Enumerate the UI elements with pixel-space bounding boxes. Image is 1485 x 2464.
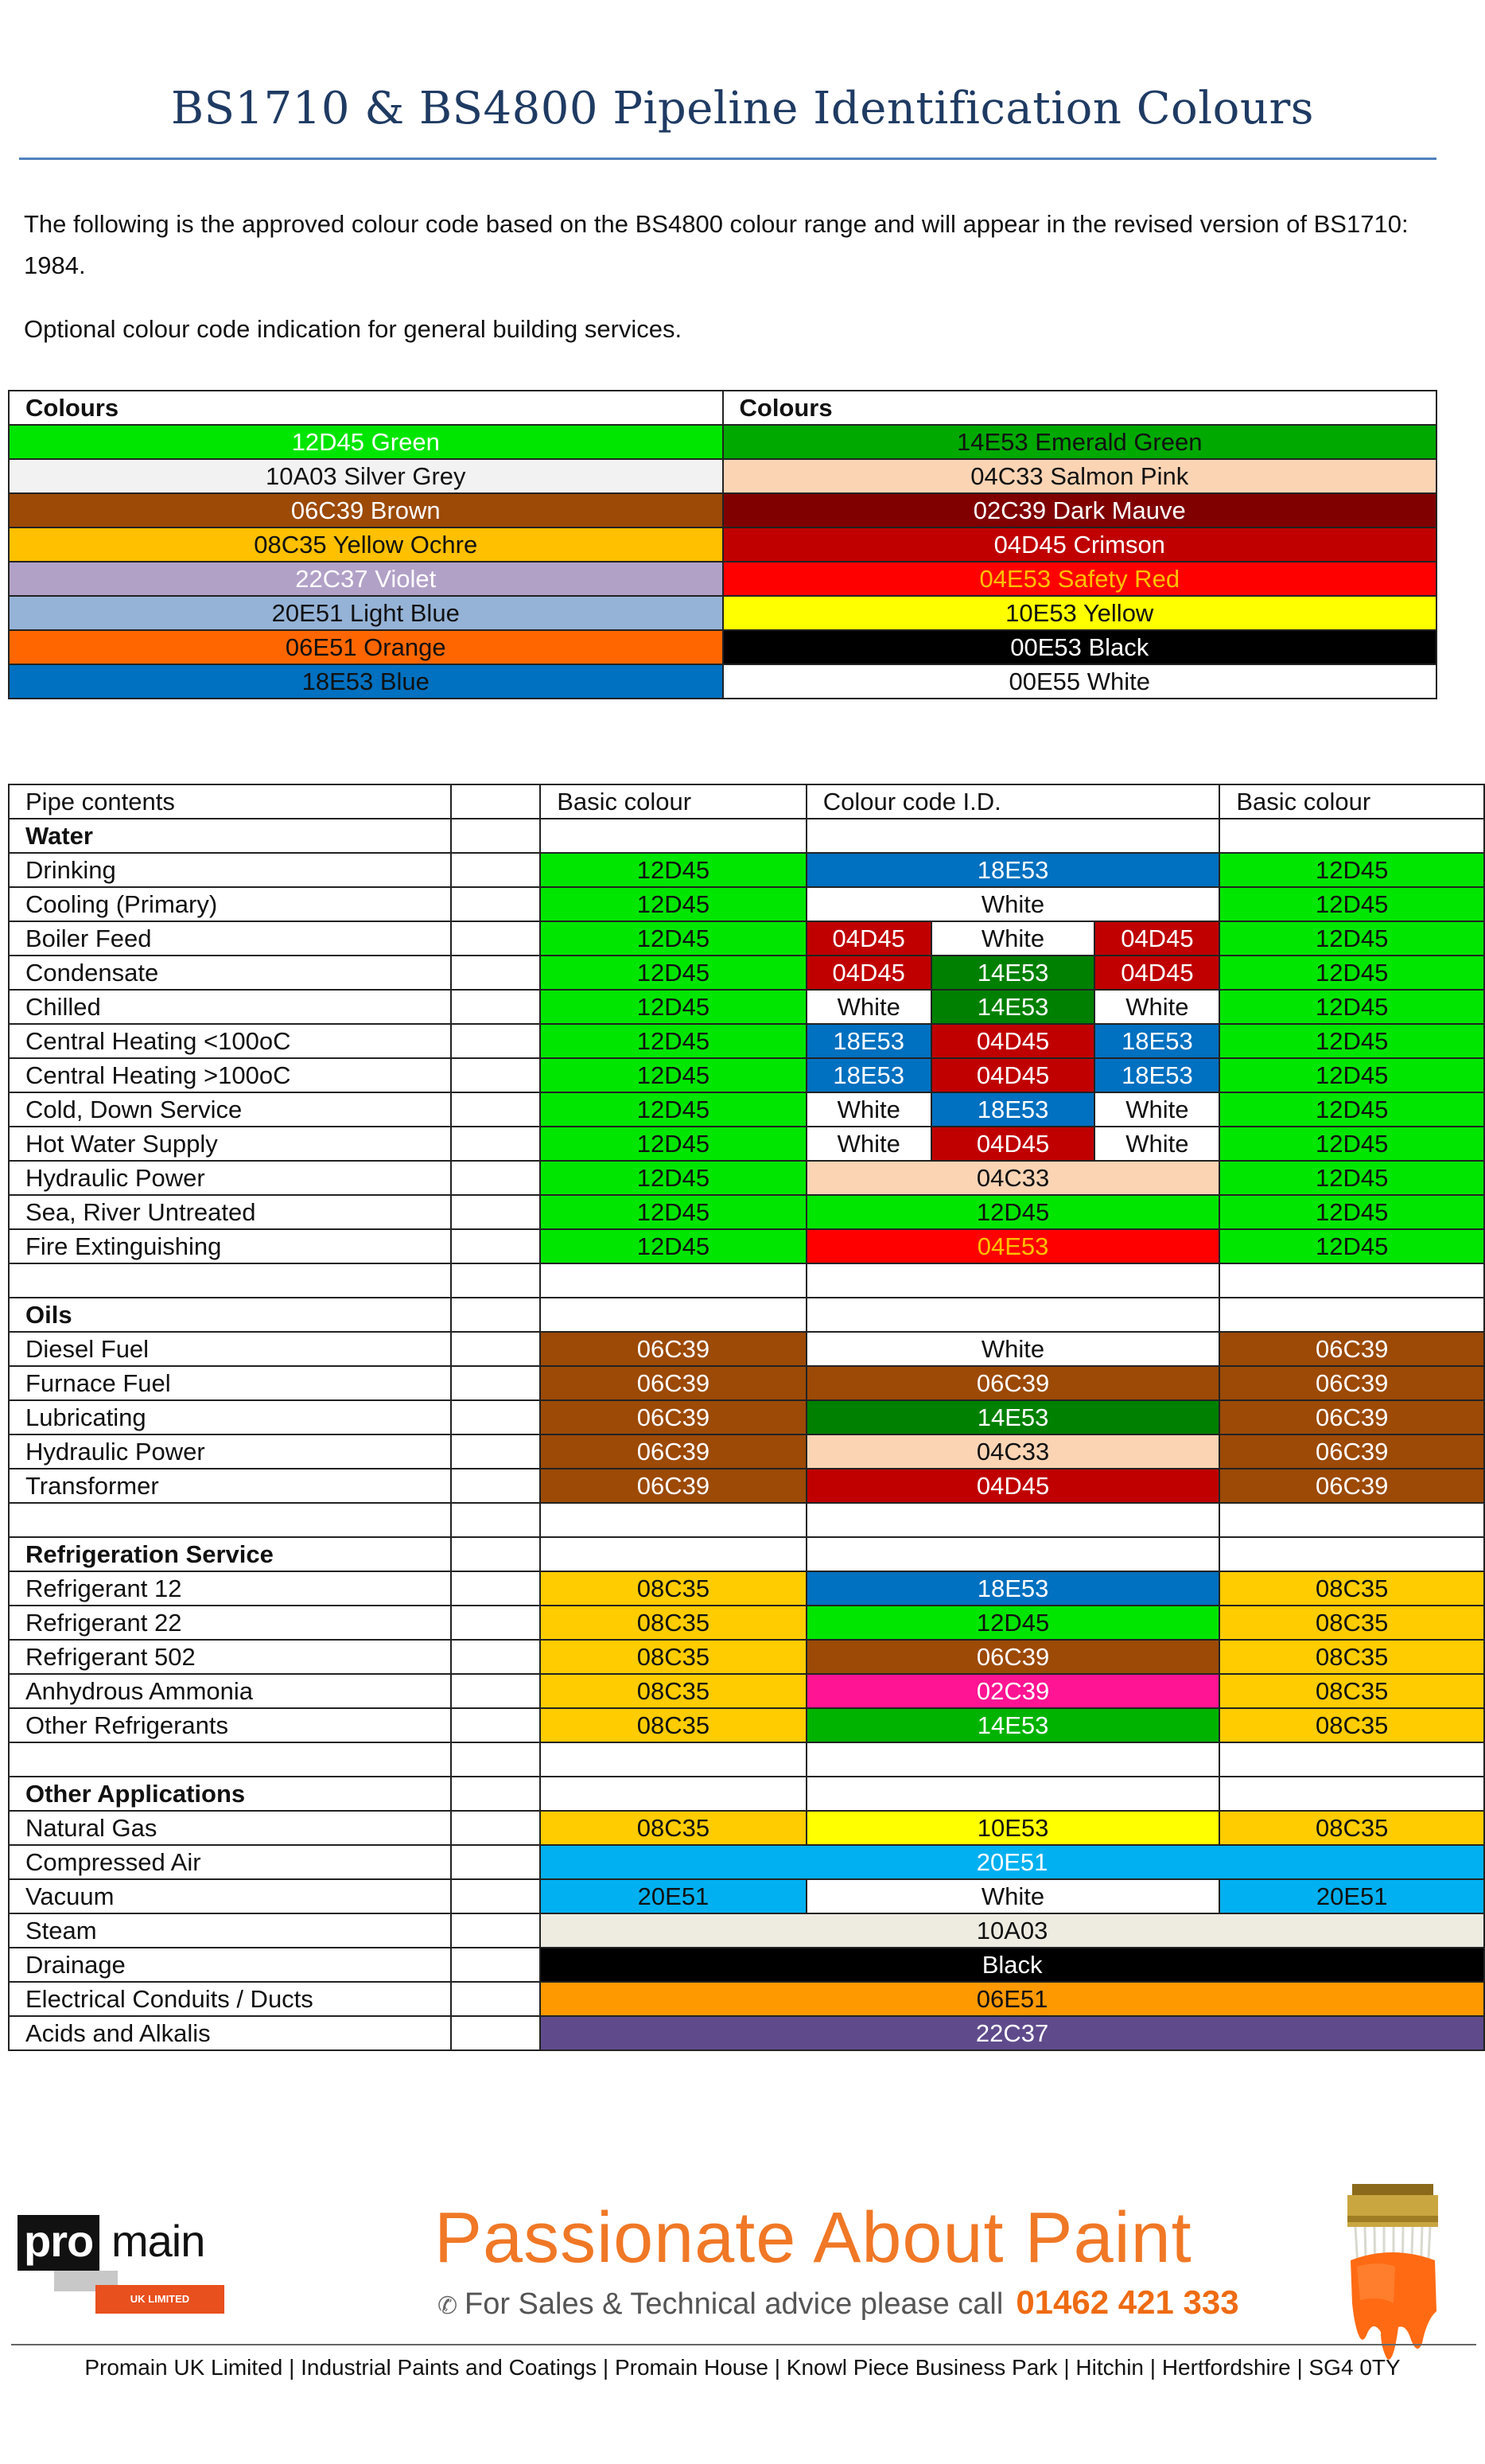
colour-code-band-a: 04D45 [807,921,931,956]
colour-swatch-right: 04C33 Salmon Pink [723,459,1437,493]
logo-pro-text: pro [17,2215,99,2271]
basic-colour-left: 12D45 [540,1058,807,1092]
empty-cell [9,1503,451,1537]
colour-swatch-left: 22C37 Violet [9,562,723,596]
pipe-contents-label: Drainage [9,1948,451,1982]
empty-cell [807,1777,1220,1811]
spacer-cell [451,1195,540,1229]
basic-colour-left: 08C35 [540,1674,807,1708]
colour-code-band: 04C33 [807,1434,1220,1469]
section-row [9,1298,1484,1332]
spacer-cell [451,1400,540,1434]
pipe-row [9,1879,1484,1913]
empty-cell [1219,1742,1484,1777]
pipe-contents-label: Central Heating >100oC [9,1058,451,1092]
pipe-contents-label: Boiler Feed [9,921,451,956]
section-title: Oils [9,1298,451,1332]
colour-code-band: 06C39 [807,1640,1220,1674]
spacer-cell [451,1161,540,1195]
basic-colour-right: 06C39 [1219,1332,1484,1366]
spacer-cell [451,1811,540,1845]
pipe-contents-label: Fire Extinguishing [9,1229,451,1263]
spacer-cell [451,1708,540,1742]
spacer-cell [451,1024,540,1058]
basic-colour-right: 08C35 [1219,1811,1484,1845]
basic-colour-right: 12D45 [1219,853,1484,887]
pipe-contents-label: Lubricating [9,1400,451,1434]
empty-cell [540,1503,807,1537]
spacer-cell [451,853,540,887]
pipe-contents-label: Condensate [9,956,451,990]
sales-advice [437,2283,1239,2322]
spacer-cell [451,1434,540,1469]
section-row [9,1777,1484,1811]
logo-uk-limited: UK LIMITED [95,2285,224,2314]
basic-colour-right: 08C35 [1219,1571,1484,1606]
section-row [9,819,1484,853]
spacer-cell [451,1092,540,1127]
colour-swatch-right: 00E55 White [723,664,1437,699]
colours-header-left: Colours [9,391,723,425]
colour-swatch-row [9,425,1436,459]
basic-colour-right: 12D45 [1219,1127,1484,1161]
full-colour-band: 10A03 [540,1913,1484,1948]
pipe-contents-label: Hot Water Supply [9,1127,451,1161]
colour-code-band-b: 18E53 [931,1092,1095,1127]
spacer-cell [451,1640,540,1674]
basic-colour-left: 12D45 [540,1024,807,1058]
pipe-row [9,1640,1484,1674]
basic-colour-right: 06C39 [1219,1366,1484,1400]
colour-code-band-b: 04D45 [931,1024,1095,1058]
pipe-row [9,1982,1484,2016]
pipe-contents-label: Cold, Down Service [9,1092,451,1127]
colour-swatch-row [9,493,1436,527]
pipe-contents-label: Diesel Fuel [9,1332,451,1366]
pipe-row [9,1092,1484,1127]
basic-colour-left: 08C35 [540,1708,807,1742]
header-basic-colour-right: Basic colour [1219,784,1484,819]
colour-swatch-left: 12D45 Green [9,425,723,459]
colour-code-band-a: 18E53 [807,1024,931,1058]
spacer-cell [451,1263,540,1298]
blank-row [9,1742,1484,1777]
pipe-contents-label: Hydraulic Power [9,1434,451,1469]
pipe-row [9,921,1484,956]
pipe-contents-label: Cooling (Primary) [9,887,451,921]
empty-cell [540,819,807,853]
colour-code-band-a: 04D45 [807,956,931,990]
empty-cell [540,1742,807,1777]
spacer-cell [451,1742,540,1777]
spacer-cell [451,956,540,990]
spacer-cell [451,1058,540,1092]
pipe-contents-label: Transformer [9,1469,451,1503]
empty-cell [807,1298,1220,1332]
colour-swatch-row [9,459,1436,493]
colour-code-band: 18E53 [807,1571,1220,1606]
basic-colour-right: 12D45 [1219,887,1484,921]
basic-colour-right: 12D45 [1219,956,1484,990]
colour-code-band-c: White [1094,1092,1219,1127]
colour-swatch-right: 04E53 Safety Red [723,562,1437,596]
pipe-contents-label: Hydraulic Power [9,1161,451,1195]
spacer-cell [451,887,540,921]
colour-code-band-b: 04D45 [931,1058,1095,1092]
empty-cell [9,1742,451,1777]
colour-swatch-right: 04D45 Crimson [723,527,1437,562]
colour-swatch-left: 06C39 Brown [9,493,723,527]
empty-cell [540,1537,807,1571]
basic-colour-left: 06C39 [540,1469,807,1503]
basic-colour-right: 12D45 [1219,1195,1484,1229]
spacer-cell [451,1571,540,1606]
spacer-cell [451,1366,540,1400]
colour-swatch-right: 14E53 Emerald Green [723,425,1437,459]
pipe-contents-label: Acids and Alkalis [9,2016,451,2050]
footer-divider [11,2344,1476,2345]
pipe-row [9,1811,1484,1845]
basic-colour-right: 12D45 [1219,1058,1484,1092]
pipe-contents-label: Compressed Air [9,1845,451,1879]
basic-colour-left: 06C39 [540,1434,807,1469]
pipe-row [9,1058,1484,1092]
pipe-row [9,1229,1484,1263]
colour-code-band-c: 04D45 [1094,921,1219,956]
basic-colour-left: 06C39 [540,1332,807,1366]
spacer-cell [451,1674,540,1708]
basic-colour-left: 12D45 [540,1161,807,1195]
pipe-row [9,853,1484,887]
colour-code-band: White [807,1332,1220,1366]
colour-code-band-c: 04D45 [1094,956,1219,990]
basic-colour-right: 12D45 [1219,1229,1484,1263]
colour-code-band: 12D45 [807,1195,1220,1229]
basic-colour-right: 20E51 [1219,1879,1484,1913]
pipe-row [9,1674,1484,1708]
basic-colour-left: 12D45 [540,1127,807,1161]
spacer-cell [451,819,540,853]
colour-swatch-row [9,562,1436,596]
pipe-row [9,1024,1484,1058]
slogan: Passionate About Paint [434,2198,1192,2278]
empty-cell [1219,1503,1484,1537]
basic-colour-right: 12D45 [1219,1024,1484,1058]
basic-colour-left: 20E51 [540,1879,807,1913]
pipe-colour-table [8,784,1485,2051]
colour-code-band: 18E53 [807,853,1220,887]
basic-colour-left: 06C39 [540,1400,807,1434]
spacer-cell [451,1982,540,2016]
spacer-cell [451,1606,540,1640]
colour-swatch-right: 02C39 Dark Mauve [723,493,1437,527]
pipe-contents-label: Steam [9,1913,451,1948]
basic-colour-left: 12D45 [540,887,807,921]
basic-colour-right: 06C39 [1219,1469,1484,1503]
spacer-cell [451,990,540,1024]
basic-colour-left: 12D45 [540,921,807,956]
pipe-contents-label: Drinking [9,853,451,887]
pipe-header-row [9,784,1484,819]
basic-colour-right: 08C35 [1219,1606,1484,1640]
colour-code-band: 10E53 [807,1811,1220,1845]
empty-cell [1219,1263,1484,1298]
colour-swatch-row [9,596,1436,630]
pipe-contents-label: Chilled [9,990,451,1024]
colour-code-band-c: 18E53 [1094,1024,1219,1058]
section-title: Refrigeration Service [9,1537,451,1571]
empty-cell [540,1777,807,1811]
colours-header-row [9,391,1436,425]
basic-colour-left: 06C39 [540,1366,807,1400]
pipe-row [9,1708,1484,1742]
header-colour-code: Colour code I.D. [807,784,1220,819]
colour-code-band-a: 18E53 [807,1058,931,1092]
colour-code-band: 14E53 [807,1400,1220,1434]
section-title: Other Applications [9,1777,451,1811]
basic-colour-right: 08C35 [1219,1674,1484,1708]
basic-colour-right: 08C35 [1219,1708,1484,1742]
colour-code-band: 06C39 [807,1366,1220,1400]
colour-code-band: 12D45 [807,1606,1220,1640]
spacer-cell [451,1913,540,1948]
phone-number: 01462 421 333 [1016,2283,1239,2321]
colours-header-right: Colours [723,391,1437,425]
empty-cell [540,1263,807,1298]
colour-swatch-left: 08C35 Yellow Ochre [9,527,723,562]
basic-colour-left: 12D45 [540,1195,807,1229]
colour-code-band-b: 04D45 [931,1127,1095,1161]
pipe-row [9,1161,1484,1195]
pipe-row [9,1366,1484,1400]
basic-colour-right: 06C39 [1219,1434,1484,1469]
advice-text: For Sales & Technical advice please call [465,2287,1004,2321]
pipe-contents-label: Other Refrigerants [9,1708,451,1742]
pipe-row [9,1606,1484,1640]
pipe-contents-label: Electrical Conduits / Ducts [9,1982,451,2016]
empty-cell [1219,1298,1484,1332]
colour-swatch-row [9,664,1436,699]
empty-cell [9,1263,451,1298]
page-title: BS1710 & BS4800 Pipeline Identification Colours [171,83,1314,134]
colour-swatch-left: 20E51 Light Blue [9,596,723,630]
spacer-cell [451,1948,540,1982]
pipe-row [9,1948,1484,1982]
full-colour-band: 06E51 [540,1982,1484,2016]
basic-colour-right: 06C39 [1219,1400,1484,1434]
header-spacer [451,784,540,819]
colour-swatch-right: 10E53 Yellow [723,596,1437,630]
basic-colour-right: 12D45 [1219,921,1484,956]
colour-code-band-a: White [807,990,931,1024]
header-pipe-contents: Pipe contents [9,784,451,819]
colour-code-band-a: White [807,1092,931,1127]
pipe-row [9,1332,1484,1366]
spacer-cell [451,1332,540,1366]
colour-code-band: White [807,1879,1220,1913]
empty-cell [540,1298,807,1332]
pipe-row [9,956,1484,990]
pipe-row [9,887,1484,921]
pipe-contents-label: Refrigerant 12 [9,1571,451,1606]
pipe-row [9,1400,1484,1434]
empty-cell [1219,1777,1484,1811]
pipe-contents-label: Furnace Fuel [9,1366,451,1400]
basic-colour-right: 08C35 [1219,1640,1484,1674]
colour-code-band: White [807,887,1220,921]
company-address: Promain UK Limited | Industrial Paints and Coatings | Promain House | Knowl Piece Business Park | Hitchin | Hertfordshire | SG4 0TY [84,2355,1401,2380]
basic-colour-left: 12D45 [540,956,807,990]
pipe-row [9,1127,1484,1161]
header-basic-colour-left: Basic colour [540,784,807,819]
colour-swatch-row [9,527,1436,562]
pipe-row [9,1913,1484,1948]
empty-cell [807,1503,1220,1537]
colour-code-band-a: White [807,1127,931,1161]
colour-code-band: 14E53 [807,1708,1220,1742]
full-colour-band: 20E51 [540,1845,1484,1879]
section-row [9,1537,1484,1571]
basic-colour-left: 12D45 [540,853,807,887]
colour-code-band-b: 14E53 [931,990,1095,1024]
basic-colour-left: 12D45 [540,990,807,1024]
pipe-contents-label: Anhydrous Ammonia [9,1674,451,1708]
colour-code-band: 04E53 [807,1229,1220,1263]
paint-brush-icon [1331,2184,1452,2367]
basic-colour-right: 12D45 [1219,1092,1484,1127]
spacer-cell [451,1469,540,1503]
colour-code-band-c: 18E53 [1094,1058,1219,1092]
pipe-row [9,1571,1484,1606]
blank-row [9,1503,1484,1537]
pipe-row [9,1469,1484,1503]
basic-colour-left: 12D45 [540,1092,807,1127]
empty-cell [807,1263,1220,1298]
colour-code-band: 04D45 [807,1469,1220,1503]
spacer-cell [451,921,540,956]
empty-cell [1219,819,1484,853]
blank-row [9,1263,1484,1298]
intro-note: Optional colour code indication for general building services. [24,315,682,343]
colour-code-band-c: White [1094,1127,1219,1161]
spacer-cell [451,1845,540,1879]
spacer-cell [451,1879,540,1913]
empty-cell [807,1537,1220,1571]
colour-swatch-left: 06E51 Orange [9,630,723,664]
colour-swatch-right: 00E53 Black [723,630,1437,664]
pipe-contents-label: Natural Gas [9,1811,451,1845]
empty-cell [1219,1537,1484,1571]
pipe-contents-label: Sea, River Untreated [9,1195,451,1229]
spacer-cell [451,1777,540,1811]
spacer-cell [451,1537,540,1571]
promain-logo [17,2204,208,2319]
pipe-contents-label: Vacuum [9,1879,451,1913]
intro-paragraph: The following is the approved colour code based on the BS4800 colour range and will appear in the revised version of BS1710: 1984. [24,210,1409,279]
phone-icon: ✆ [437,2293,458,2319]
basic-colour-left: 12D45 [540,1229,807,1263]
basic-colour-left: 08C35 [540,1606,807,1640]
pipe-row [9,1434,1484,1469]
colour-swatch-left: 18E53 Blue [9,664,723,699]
section-title: Water [9,819,451,853]
full-colour-band: 22C37 [540,2016,1484,2050]
pipe-row [9,990,1484,1024]
pipe-row [9,1195,1484,1229]
colour-swatch-left: 10A03 Silver Grey [9,459,723,493]
colour-code-band-b: 14E53 [931,956,1095,990]
pipe-contents-label: Central Heating <100oC [9,1024,451,1058]
full-colour-band: Black [540,1948,1484,1982]
spacer-cell [451,1229,540,1263]
basic-colour-left: 08C35 [540,1811,807,1845]
spacer-cell [451,2016,540,2050]
colour-code-band-b: White [931,921,1095,956]
basic-colour-left: 08C35 [540,1640,807,1674]
colour-code-band-c: White [1094,990,1219,1024]
colour-code-band: 02C39 [807,1674,1220,1708]
colours-table [8,390,1437,699]
pipe-contents-label: Refrigerant 502 [9,1640,451,1674]
colour-swatch-row [9,630,1436,664]
empty-cell [807,1742,1220,1777]
spacer-cell [451,1127,540,1161]
spacer-cell [451,1298,540,1332]
pipe-row [9,1845,1484,1879]
basic-colour-right: 12D45 [1219,990,1484,1024]
logo-main-text: main [111,2216,205,2266]
title-divider [19,158,1436,160]
pipe-row [9,2016,1484,2050]
pipe-contents-label: Refrigerant 22 [9,1606,451,1640]
spacer-cell [451,1503,540,1537]
empty-cell [807,819,1220,853]
basic-colour-right: 12D45 [1219,1161,1484,1195]
basic-colour-left: 08C35 [540,1571,807,1606]
colour-code-band: 04C33 [807,1161,1220,1195]
